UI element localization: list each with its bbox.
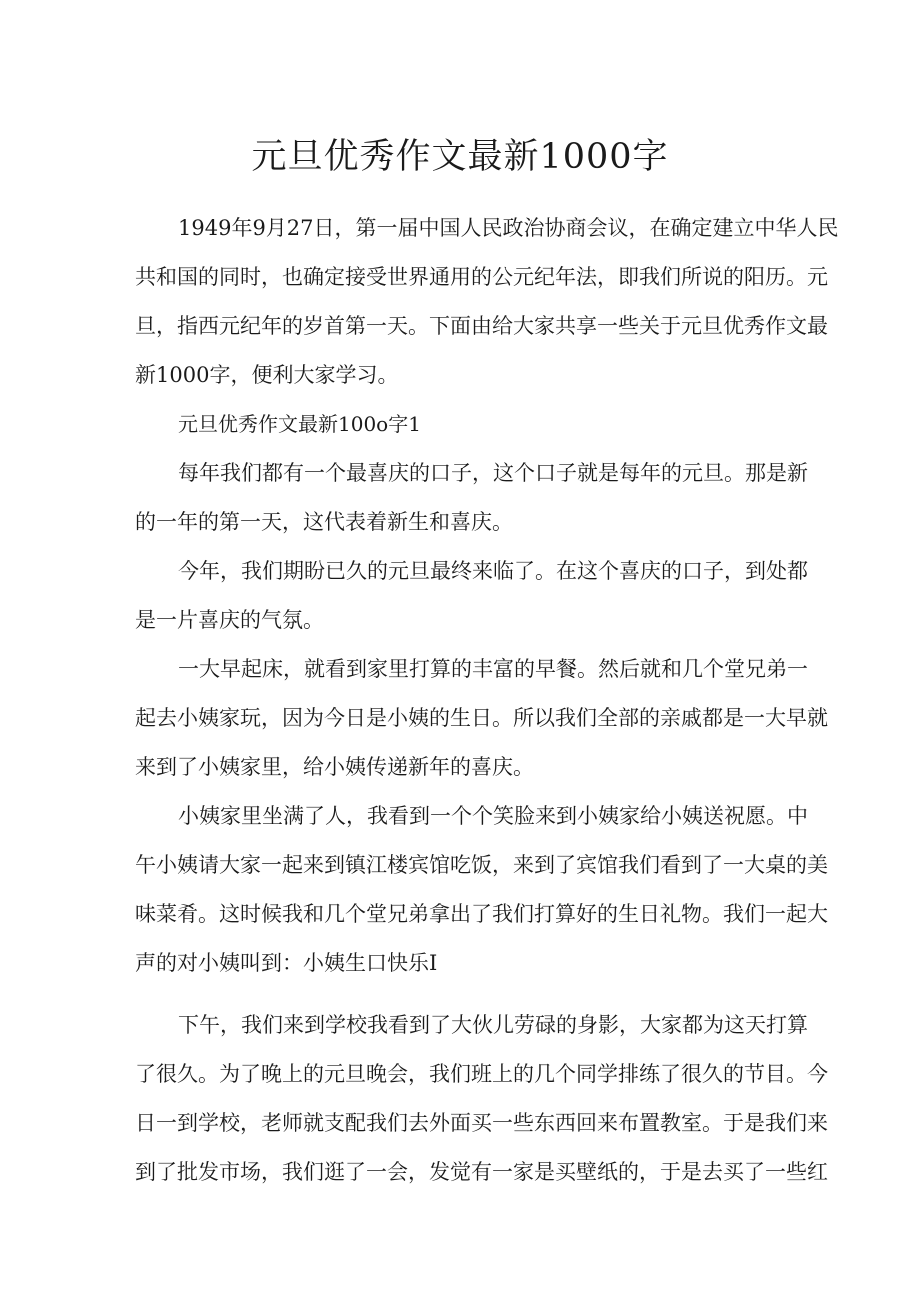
para3-line-3: 来到了小姨家里，给小姨传递新年的喜庆。 <box>135 755 534 779</box>
para4-line-1: 小姨家里坐满了人，我看到一个个笑脸来到小姨家给小姨送祝愿。中 <box>178 804 808 828</box>
para1-line-1: 每年我们都有一个最喜庆的口子，这个口子就是每年的元旦。那是新 <box>178 461 808 485</box>
section-subheading: 元旦优秀作文最新100o字1 <box>178 412 421 436</box>
document-title: 元旦优秀作文最新1000字 <box>251 137 669 177</box>
para4-line-2: 午小姨请大家一起来到镇江楼宾馆吃饭，来到了宾馆我们看到了一大桌的美 <box>135 853 828 877</box>
para5-line-3: 日一到学校，老师就支配我们去外面买一些东西回来布置教室。于是我们来 <box>135 1111 828 1135</box>
para4-line-4: 声的对小姨叫到：小姨生口快乐I <box>135 951 438 975</box>
para2-line-2: 是一片喜庆的气氛。 <box>135 608 324 632</box>
para3-line-2: 起去小姨家玩，因为今日是小姨的生日。所以我们全部的亲戚都是一大早就 <box>135 706 828 730</box>
para2-line-1: 今年，我们期盼已久的元旦最终来临了。在这个喜庆的口子，到处都 <box>178 559 808 583</box>
intro-line-4: 新1000字，便利大家学习。 <box>135 363 399 387</box>
para3-line-1: 一大早起床，就看到家里打算的丰富的早餐。然后就和几个堂兄弟一 <box>178 657 808 681</box>
para4-line-3: 味菜肴。这时候我和几个堂兄弟拿出了我们打算好的生日礼物。我们一起大 <box>135 902 828 926</box>
para1-line-2: 的一年的第一天，这代表着新生和喜庆。 <box>135 510 513 534</box>
para5-line-2: 了很久。为了晚上的元旦晚会，我们班上的几个同学排练了很久的节目。今 <box>135 1062 828 1086</box>
para5-line-4: 到了批发市场，我们逛了一会，发觉有一家是买壁纸的，于是去买了一些红 <box>135 1160 828 1184</box>
intro-line-3: 旦，指西元纪年的岁首第一天。下面由给大家共享一些关于元旦优秀作文最 <box>135 314 828 338</box>
para5-line-1: 下午，我们来到学校我看到了大伙儿劳碌的身影，大家都为这天打算 <box>178 1013 808 1037</box>
intro-line-2: 共和国的同时，也确定接受世界通用的公元纪年法，即我们所说的阳历。元 <box>135 265 828 289</box>
intro-line-1: 1949年9月27日，第一届中国人民政治协商会议，在确定建立中华人民 <box>178 216 839 240</box>
